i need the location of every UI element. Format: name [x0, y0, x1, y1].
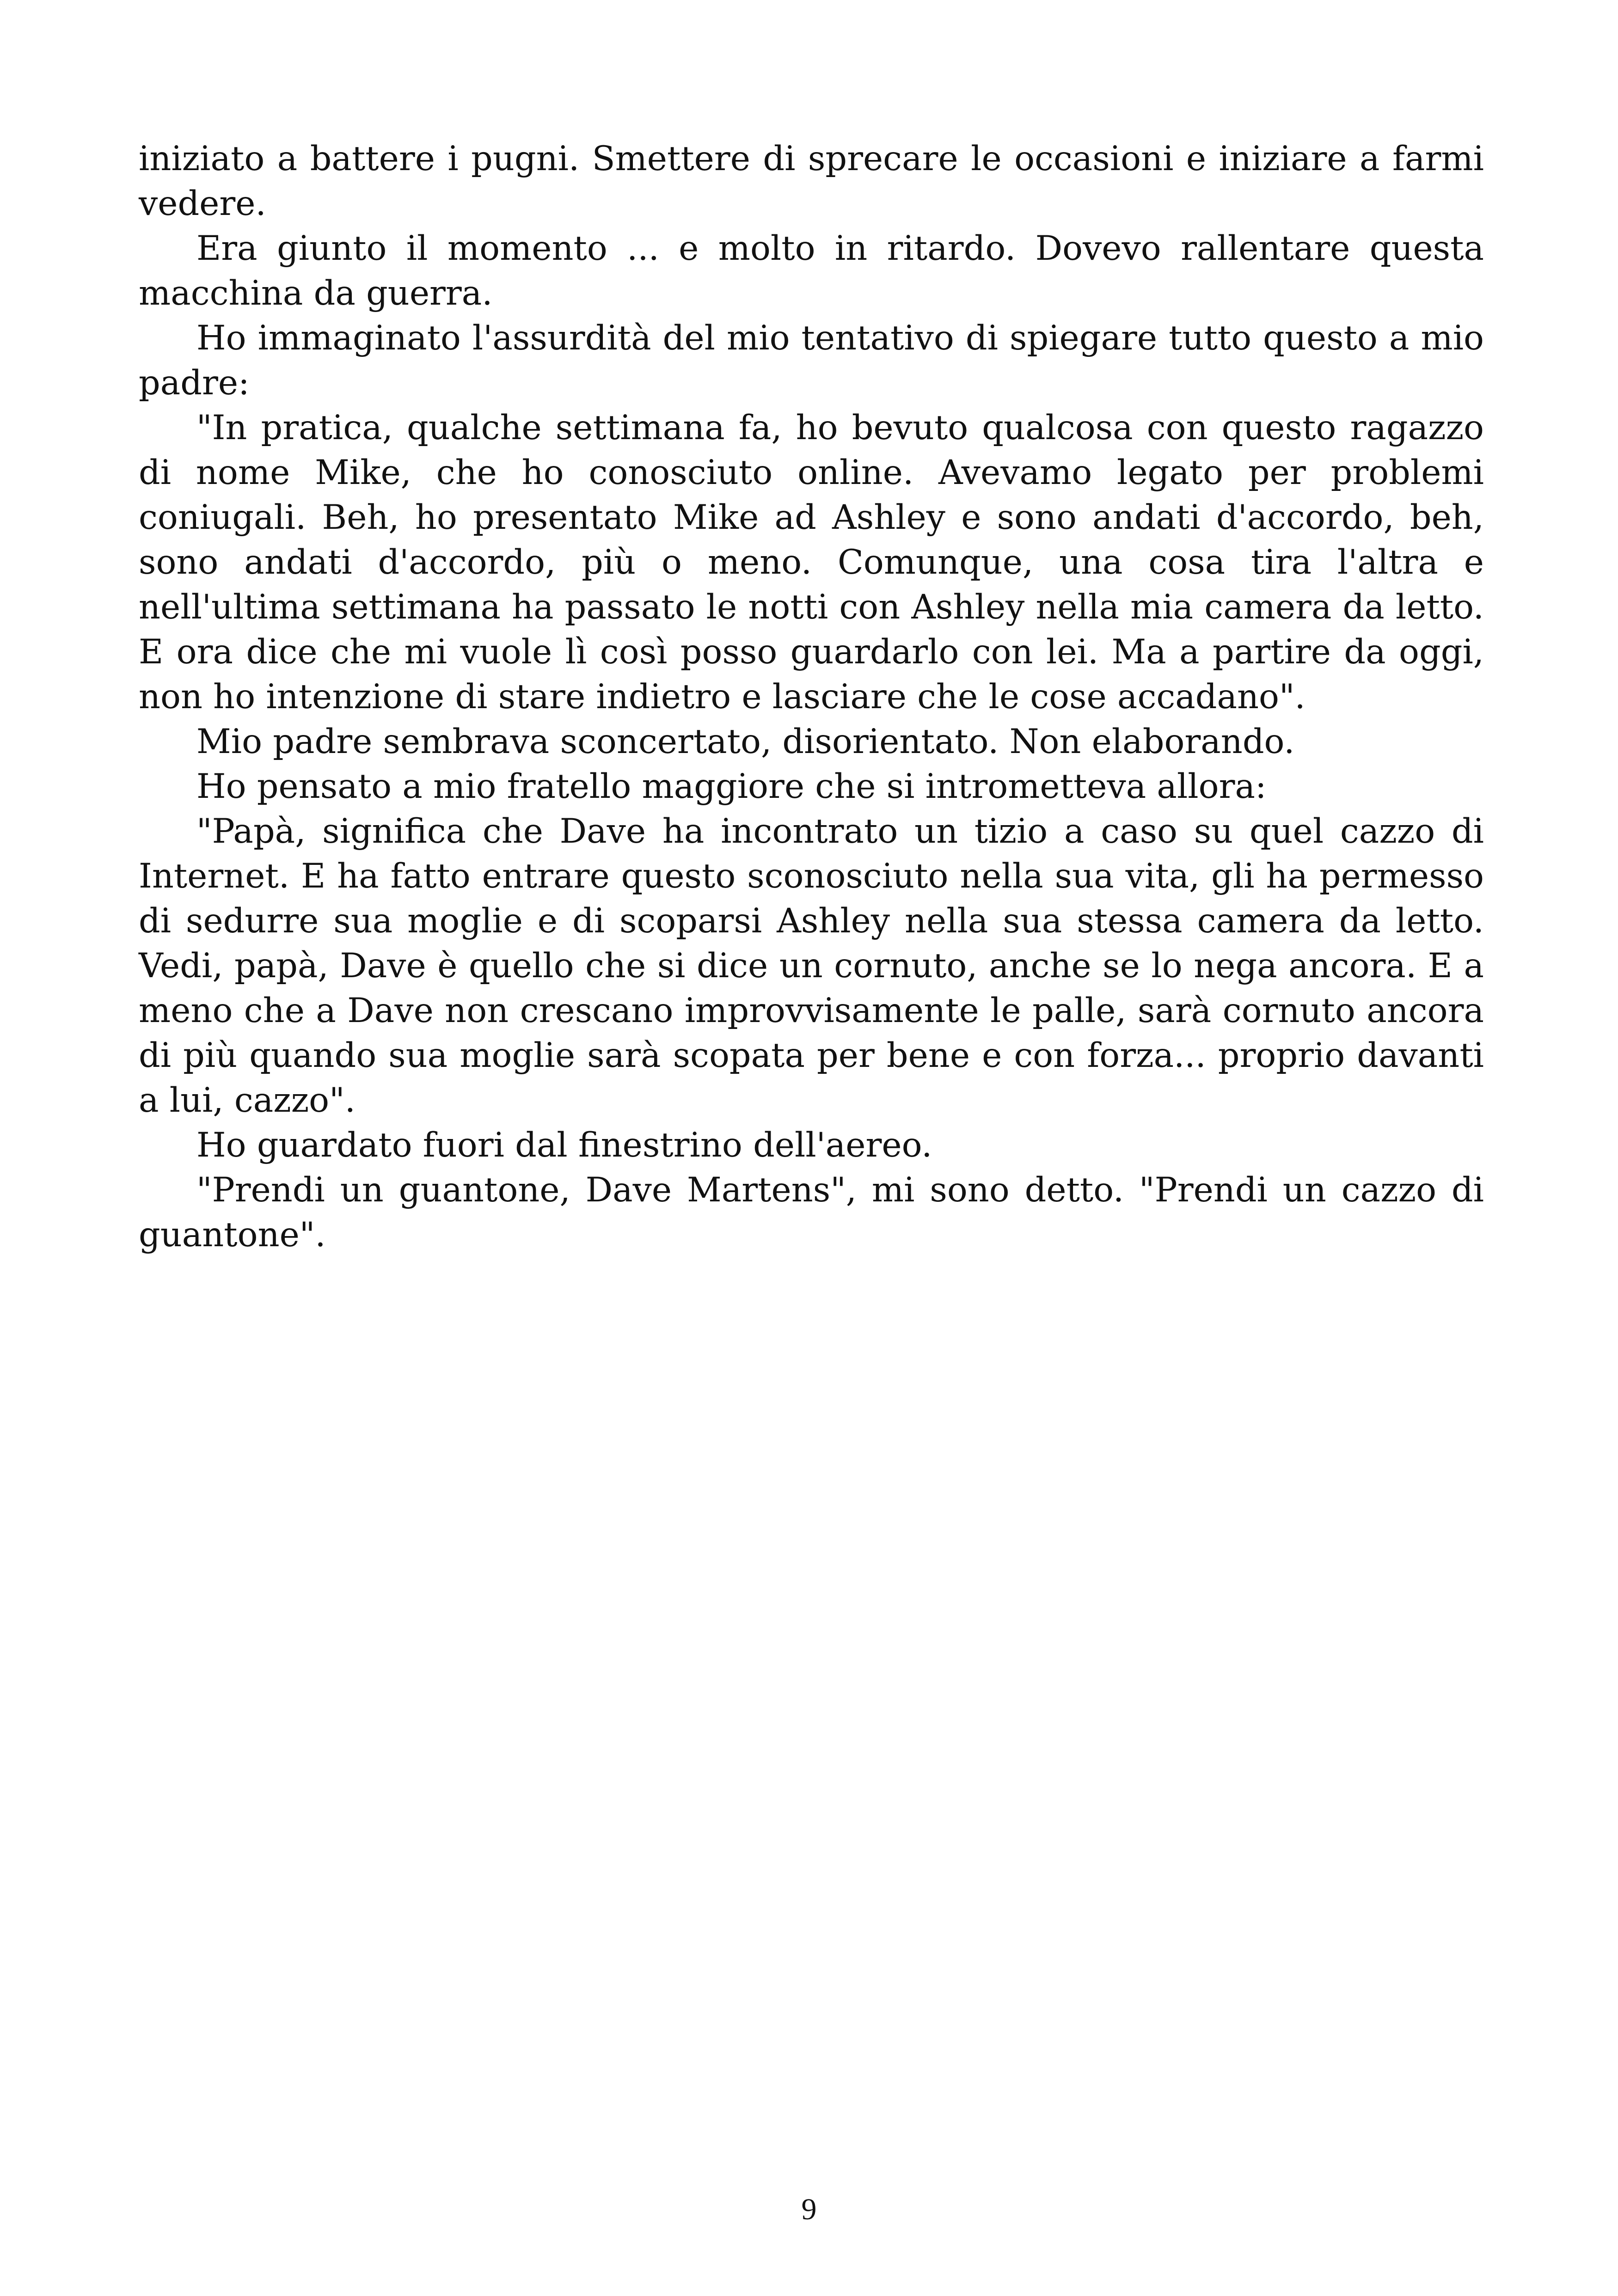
paragraph: Ho guardato fuori dal finestrino dell'aereo. — [196, 1126, 932, 1165]
paragraph: "Prendi un guantone, Dave Martens", mi sono detto. "Prendi un cazzo di guantone". — [139, 1170, 1484, 1255]
paragraph: Ho pensato a mio fratello maggiore che si intrometteva allora: — [196, 767, 1267, 806]
paragraph: Mio padre sembrava sconcertato, disorientato. Non elaborando. — [196, 722, 1295, 761]
paragraph: iniziato a battere i pugni. Smettere di sprecare le occasioni e iniziare a farmi vedere. — [139, 139, 1484, 223]
body-text — [139, 136, 1484, 1257]
paragraph: "In pratica, qualche settimana fa, ho bevuto qualcosa con questo ragazzo di nome Mike, che ho conosciuto online. Avevamo legato per problemi coniugali. Beh, ho presentato Mike ad Ashley e sono andati d'accordo, beh, sono andati d'accordo, più o meno. Comunque, una cosa tira l'altra e nell'ultima settimana ha passato le notti con Ashley nella mia camera da letto. E ora dice che mi vuole lì così posso guardarlo con lei. Ma a partire da oggi, non ho intenzione di stare indietro e lasciare che le cose accadano". — [139, 408, 1484, 716]
paragraph: Ho immaginato l'assurdità del mio tentativo di spiegare tutto questo a mio padre: — [139, 318, 1484, 403]
paragraph: Era giunto il momento ... e molto in ritardo. Dovevo rallentare questa macchina da guerra. — [139, 229, 1484, 313]
page-number: 9 — [801, 2192, 817, 2226]
paragraph: "Papà, significa che Dave ha incontrato un tizio a caso su quel cazzo di Internet. E ha fatto entrare questo sconosciuto nella sua vita, gli ha permesso di sedurre sua moglie e di scoparsi Ashley nella sua stessa camera da letto. Vedi, papà, Dave è quello che si dice un cornuto, anche se lo nega ancora. E a meno che a Dave non crescano improvvisamente le palle, sarà cornuto ancora di più quando sua moglie sarà scopata per bene e con forza... proprio davanti a lui, cazzo". — [139, 812, 1484, 1120]
